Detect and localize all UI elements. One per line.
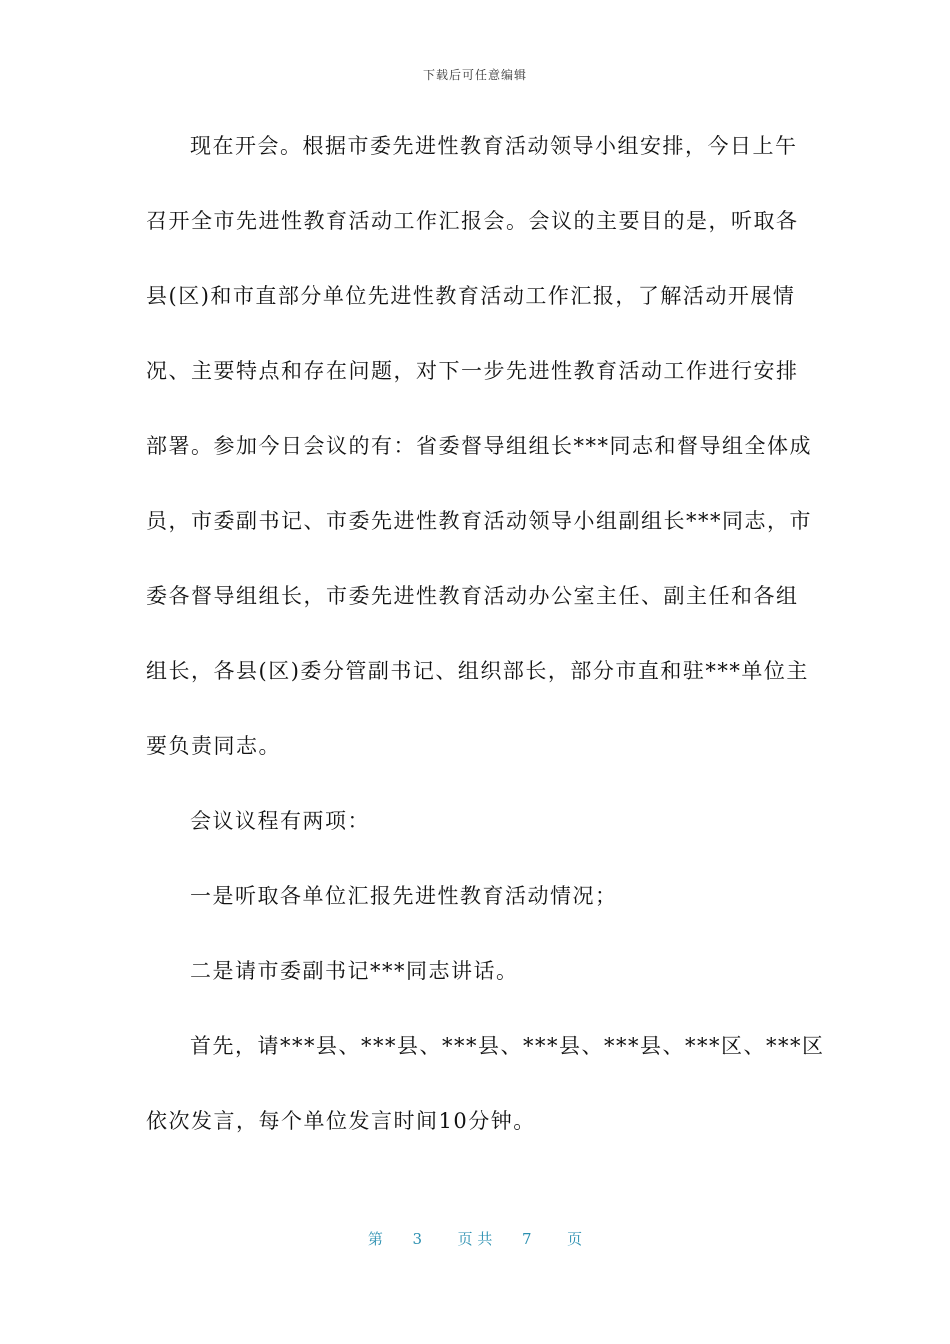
paragraph-line: 召开全市先进性教育活动工作汇报会。会议的主要目的是，听取各 — [146, 209, 799, 233]
page-number-footer — [0, 1228, 950, 1249]
paragraph-line: 委各督导组组长，市委先进性教育活动办公室主任、副主任和各组 — [146, 584, 799, 608]
paragraph-line: 组长，各县(区)委分管副书记、组织部长，部分市直和驻***单位主 — [146, 659, 809, 683]
agenda-heading: 会议议程有两项： — [190, 809, 370, 833]
paragraph-line: 现在开会。根据市委先进性教育活动领导小组安排，今日上午 — [190, 134, 798, 158]
page-prefix: 第 — [367, 1230, 383, 1248]
paragraph-line: 部署。参加今日会议的有：省委督导组组长***同志和督导组全体成 — [146, 434, 812, 458]
paragraph-line: 首先，请***县、***县、***县、***县、***县、***区、***区 — [190, 1034, 825, 1058]
page-suffix: 页 — [567, 1230, 583, 1248]
page-total: 7 — [521, 1230, 532, 1248]
header-note: 下载后可任意编辑 — [422, 68, 527, 82]
paragraph-line: 县(区)和市直部分单位先进性教育活动工作汇报，了解活动开展情 — [146, 284, 796, 308]
paragraph-line: 要负责同志。 — [146, 734, 281, 758]
page-current: 3 — [412, 1230, 423, 1248]
paragraph-line: 依次发言，每个单位发言时间10分钟。 — [146, 1109, 536, 1133]
page-mid: 页 共 — [457, 1230, 493, 1248]
agenda-item-1: 一是听取各单位汇报先进性教育活动情况； — [190, 884, 618, 908]
agenda-item-2: 二是请市委副书记***同志讲话。 — [190, 959, 519, 983]
document-body — [146, 124, 825, 1174]
paragraph-line: 员，市委副书记、市委先进性教育活动领导小组副组长***同志，市 — [146, 509, 812, 533]
paragraph-line: 况、主要特点和存在问题，对下一步先进性教育活动工作进行安排 — [146, 359, 799, 383]
